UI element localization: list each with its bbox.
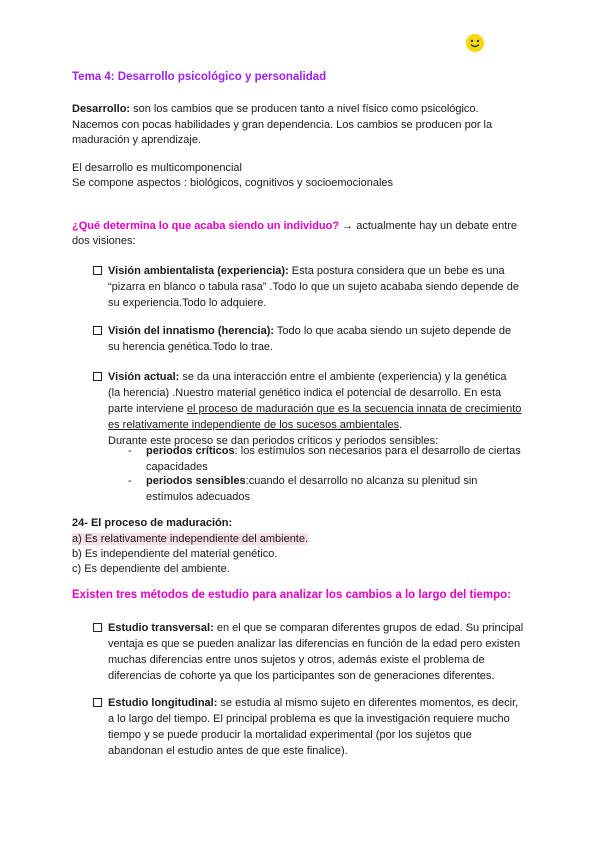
- question-line1: [72, 218, 532, 234]
- dash-bullet: -: [128, 445, 132, 457]
- vision-underlined: es relativamente independiente de los sucesos ambientales: [108, 419, 400, 431]
- smiley-icon: [465, 33, 485, 53]
- intro-line3: maduración y aprendizaje.: [72, 134, 202, 146]
- page-title: Tema 4: Desarrollo psicológico y personalidad: [72, 71, 327, 83]
- vision-actual: [93, 369, 533, 449]
- checkbox-icon[interactable]: [93, 623, 102, 632]
- checkbox-icon[interactable]: [93, 326, 102, 335]
- period-line: : los estímulos son necesarios para el desarrollo de ciertas: [234, 445, 521, 457]
- vision-line: su herencia genética.Todo lo trae.: [108, 341, 274, 353]
- vision-line: “pizarra en blanco o tabula rasa” .Todo lo que un sujeto acababa siendo depende de: [108, 281, 519, 293]
- vision-line: Esta postura considera que un bebe es una: [288, 265, 505, 277]
- vision-term: Visión actual:: [108, 371, 180, 383]
- method-line: tiempo y se puede producir la mortalidad experimental (por los sujetos que: [108, 729, 472, 741]
- intro-def-line1: son los cambios que se producen tanto a nivel físico como psicológico.: [133, 103, 479, 115]
- period-term: periodos sensibles: [146, 475, 246, 487]
- vision-line: (la herencia) .Nuestro material genético indica el potencial de desarrollo. En esta: [108, 387, 502, 399]
- intro-multi2: Se compone aspectos : biológicos, cognitivos y socioemocionales: [72, 177, 394, 189]
- method-transversal: [93, 620, 533, 686]
- vision-term: Visión ambientalista (experiencia):: [108, 265, 289, 277]
- method-line: muchas diferencias entre unos sujetos y otros, además existe el problema de: [108, 654, 485, 666]
- intro-line2: Nacemos con pocas habilidades y gran dependencia. Los cambios se producen por la: [72, 119, 493, 131]
- vision-line: se da una interacción entre el ambiente (experiencia) y la genética: [179, 371, 507, 383]
- method-term: Estudio longitudinal:: [108, 697, 218, 709]
- vision-innatismo: [93, 323, 533, 357]
- vision-line: Durante este proceso se dan periodos críticos y periodos sensibles:: [108, 435, 439, 447]
- quiz-option-a: [72, 531, 308, 547]
- question-rest: → actualmente hay un debate entre: [339, 220, 518, 232]
- checkbox-icon[interactable]: [93, 266, 102, 275]
- question-text: ¿Qué determina lo que acaba siendo un individuo?: [72, 220, 340, 232]
- method-line: a lo largo del tiempo. El principal problema es que la investigación requiere mucho: [108, 713, 510, 725]
- vision-line: .: [399, 419, 403, 431]
- method-line: en el que se comparan diferentes grupos de edad. Su principal: [213, 622, 524, 634]
- method-line: se estudia al mismo sujeto en diferentes momentos, es decir,: [217, 697, 519, 709]
- vision-line: su experiencia.Todo lo adquiere.: [108, 297, 267, 309]
- period-term: periodos críticos: [146, 445, 235, 457]
- method-longitudinal: [93, 695, 533, 761]
- intro-definition: [72, 101, 532, 117]
- checkbox-icon[interactable]: [93, 698, 102, 707]
- quiz-option-b: b) Es independiente del material genético.: [72, 548, 278, 560]
- methods-title: Existen tres métodos de estudio para analizar los cambios a lo largo del tiempo:: [72, 589, 512, 601]
- dash-bullet: -: [128, 475, 132, 487]
- method-term: Estudio transversal:: [108, 622, 214, 634]
- period-sensible: [146, 473, 526, 505]
- method-line: ventaja es que se pueden analizar las diferencias en función de la edad pero existen: [108, 638, 521, 650]
- vision-line: parte interviene: [108, 403, 187, 415]
- vision-ambientalista: [93, 263, 533, 313]
- method-line: abandonan el estudio antes de que este finalice).: [108, 745, 348, 757]
- period-line: :cuando el desarrollo no alcanza su plenitud sin: [245, 475, 478, 487]
- period-critico: [146, 443, 526, 475]
- question-line2: dos visiones:: [72, 235, 136, 247]
- quiz-title: 24- El proceso de maduración:: [72, 517, 233, 529]
- quiz-option-a-text: a) Es relativamente independiente del ambiente.: [72, 533, 309, 545]
- period-line: capacidades: [146, 461, 208, 473]
- vision-term: Visión del innatismo (herencia):: [108, 325, 275, 337]
- intro-multi1: El desarrollo es multicomponencial: [72, 162, 242, 174]
- method-line: diferencias de cohorte ya que los participantes son de generaciones diferentes.: [108, 670, 495, 682]
- vision-line: Todo lo que acaba siendo un sujeto depende de: [274, 325, 512, 337]
- period-line: estímulos adecuados: [146, 491, 250, 503]
- quiz-option-c: c) Es dependiente del ambiente.: [72, 563, 230, 575]
- checkbox-icon[interactable]: [93, 372, 102, 381]
- intro-term: Desarrollo:: [72, 103, 131, 115]
- vision-underlined: el proceso de maduración que es la secuencia innata de crecimiento: [186, 403, 522, 415]
